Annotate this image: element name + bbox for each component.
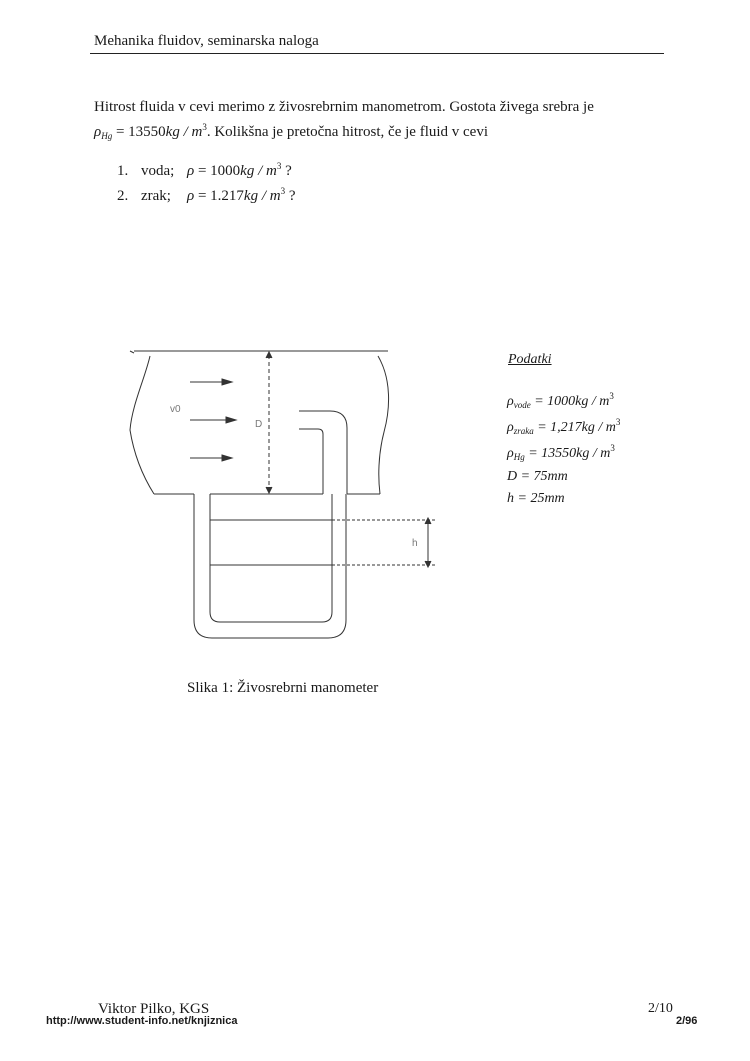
footer-url[interactable]: http://www.student-info.net/knjiznica bbox=[46, 1015, 238, 1027]
podatki-line: $\rho_{Hg} = 13550kg / m^3$ bbox=[507, 443, 615, 462]
podatki-line: D = 75mm bbox=[507, 469, 568, 484]
podatki-title: Podatki bbox=[508, 352, 552, 367]
case-number: 2. bbox=[117, 188, 129, 204]
problem-line-1: Hitrost fluida v cevi merimo z živosrebrnim manometrom. Gostota živega srebra je bbox=[94, 99, 594, 115]
rho-exponent: 3 bbox=[202, 122, 207, 132]
pipe-left-end bbox=[130, 356, 154, 494]
rho-subscript: Hg bbox=[101, 131, 113, 141]
podatki-line: $\rho_{vode} = 1000kg / m^3$ bbox=[507, 391, 614, 410]
podatki-line: $\rho_{zraka} = 1,217kg / m^3$ bbox=[507, 417, 621, 436]
pipe-right-end bbox=[378, 356, 389, 494]
height-label: h bbox=[412, 538, 418, 549]
case-rho: ρ bbox=[187, 163, 195, 179]
footer-total-pages: 2/96 bbox=[676, 1015, 698, 1027]
case-rho: ρ bbox=[187, 188, 195, 204]
rho-symbol: ρ bbox=[94, 124, 102, 140]
podatki-line: h = 25mm bbox=[507, 491, 565, 506]
case-exponent: 3 bbox=[280, 186, 286, 196]
figure-caption: Slika 1: Živosrebrni manometer bbox=[187, 680, 379, 696]
rho-unit: kg / m bbox=[165, 124, 203, 140]
u-tube-outer bbox=[194, 494, 346, 638]
u-tube-inner bbox=[210, 494, 332, 622]
case-label: zrak; bbox=[141, 188, 171, 204]
pitot-tube-inner bbox=[299, 429, 323, 494]
case-number: 1. bbox=[117, 163, 129, 179]
footer-page-number: 2/10 bbox=[648, 1001, 673, 1016]
case-exponent: 3 bbox=[276, 161, 282, 171]
footer-author: Viktor Pilko, KGS bbox=[98, 1001, 210, 1017]
case-value: = 1.217 bbox=[194, 188, 244, 204]
case-question: ? bbox=[281, 163, 292, 179]
problem-line-2: . Kolikšna je pretočna hitrost, če je fluid v cevi bbox=[206, 124, 489, 140]
case-label: voda; bbox=[141, 163, 175, 179]
case-question: ? bbox=[285, 188, 296, 204]
diameter-arrow-bottom bbox=[266, 487, 272, 493]
case-unit: kg / m bbox=[240, 163, 277, 179]
diameter-arrow-top bbox=[266, 352, 272, 358]
rho-value: = 13550 bbox=[112, 124, 166, 140]
velocity-label: v0 bbox=[170, 404, 181, 415]
case-value: = 1000 bbox=[194, 163, 241, 179]
case-unit: kg / m bbox=[243, 188, 281, 204]
diameter-label: D bbox=[255, 419, 263, 430]
header-title: Mehanika fluidov, seminarska naloga bbox=[94, 33, 319, 49]
